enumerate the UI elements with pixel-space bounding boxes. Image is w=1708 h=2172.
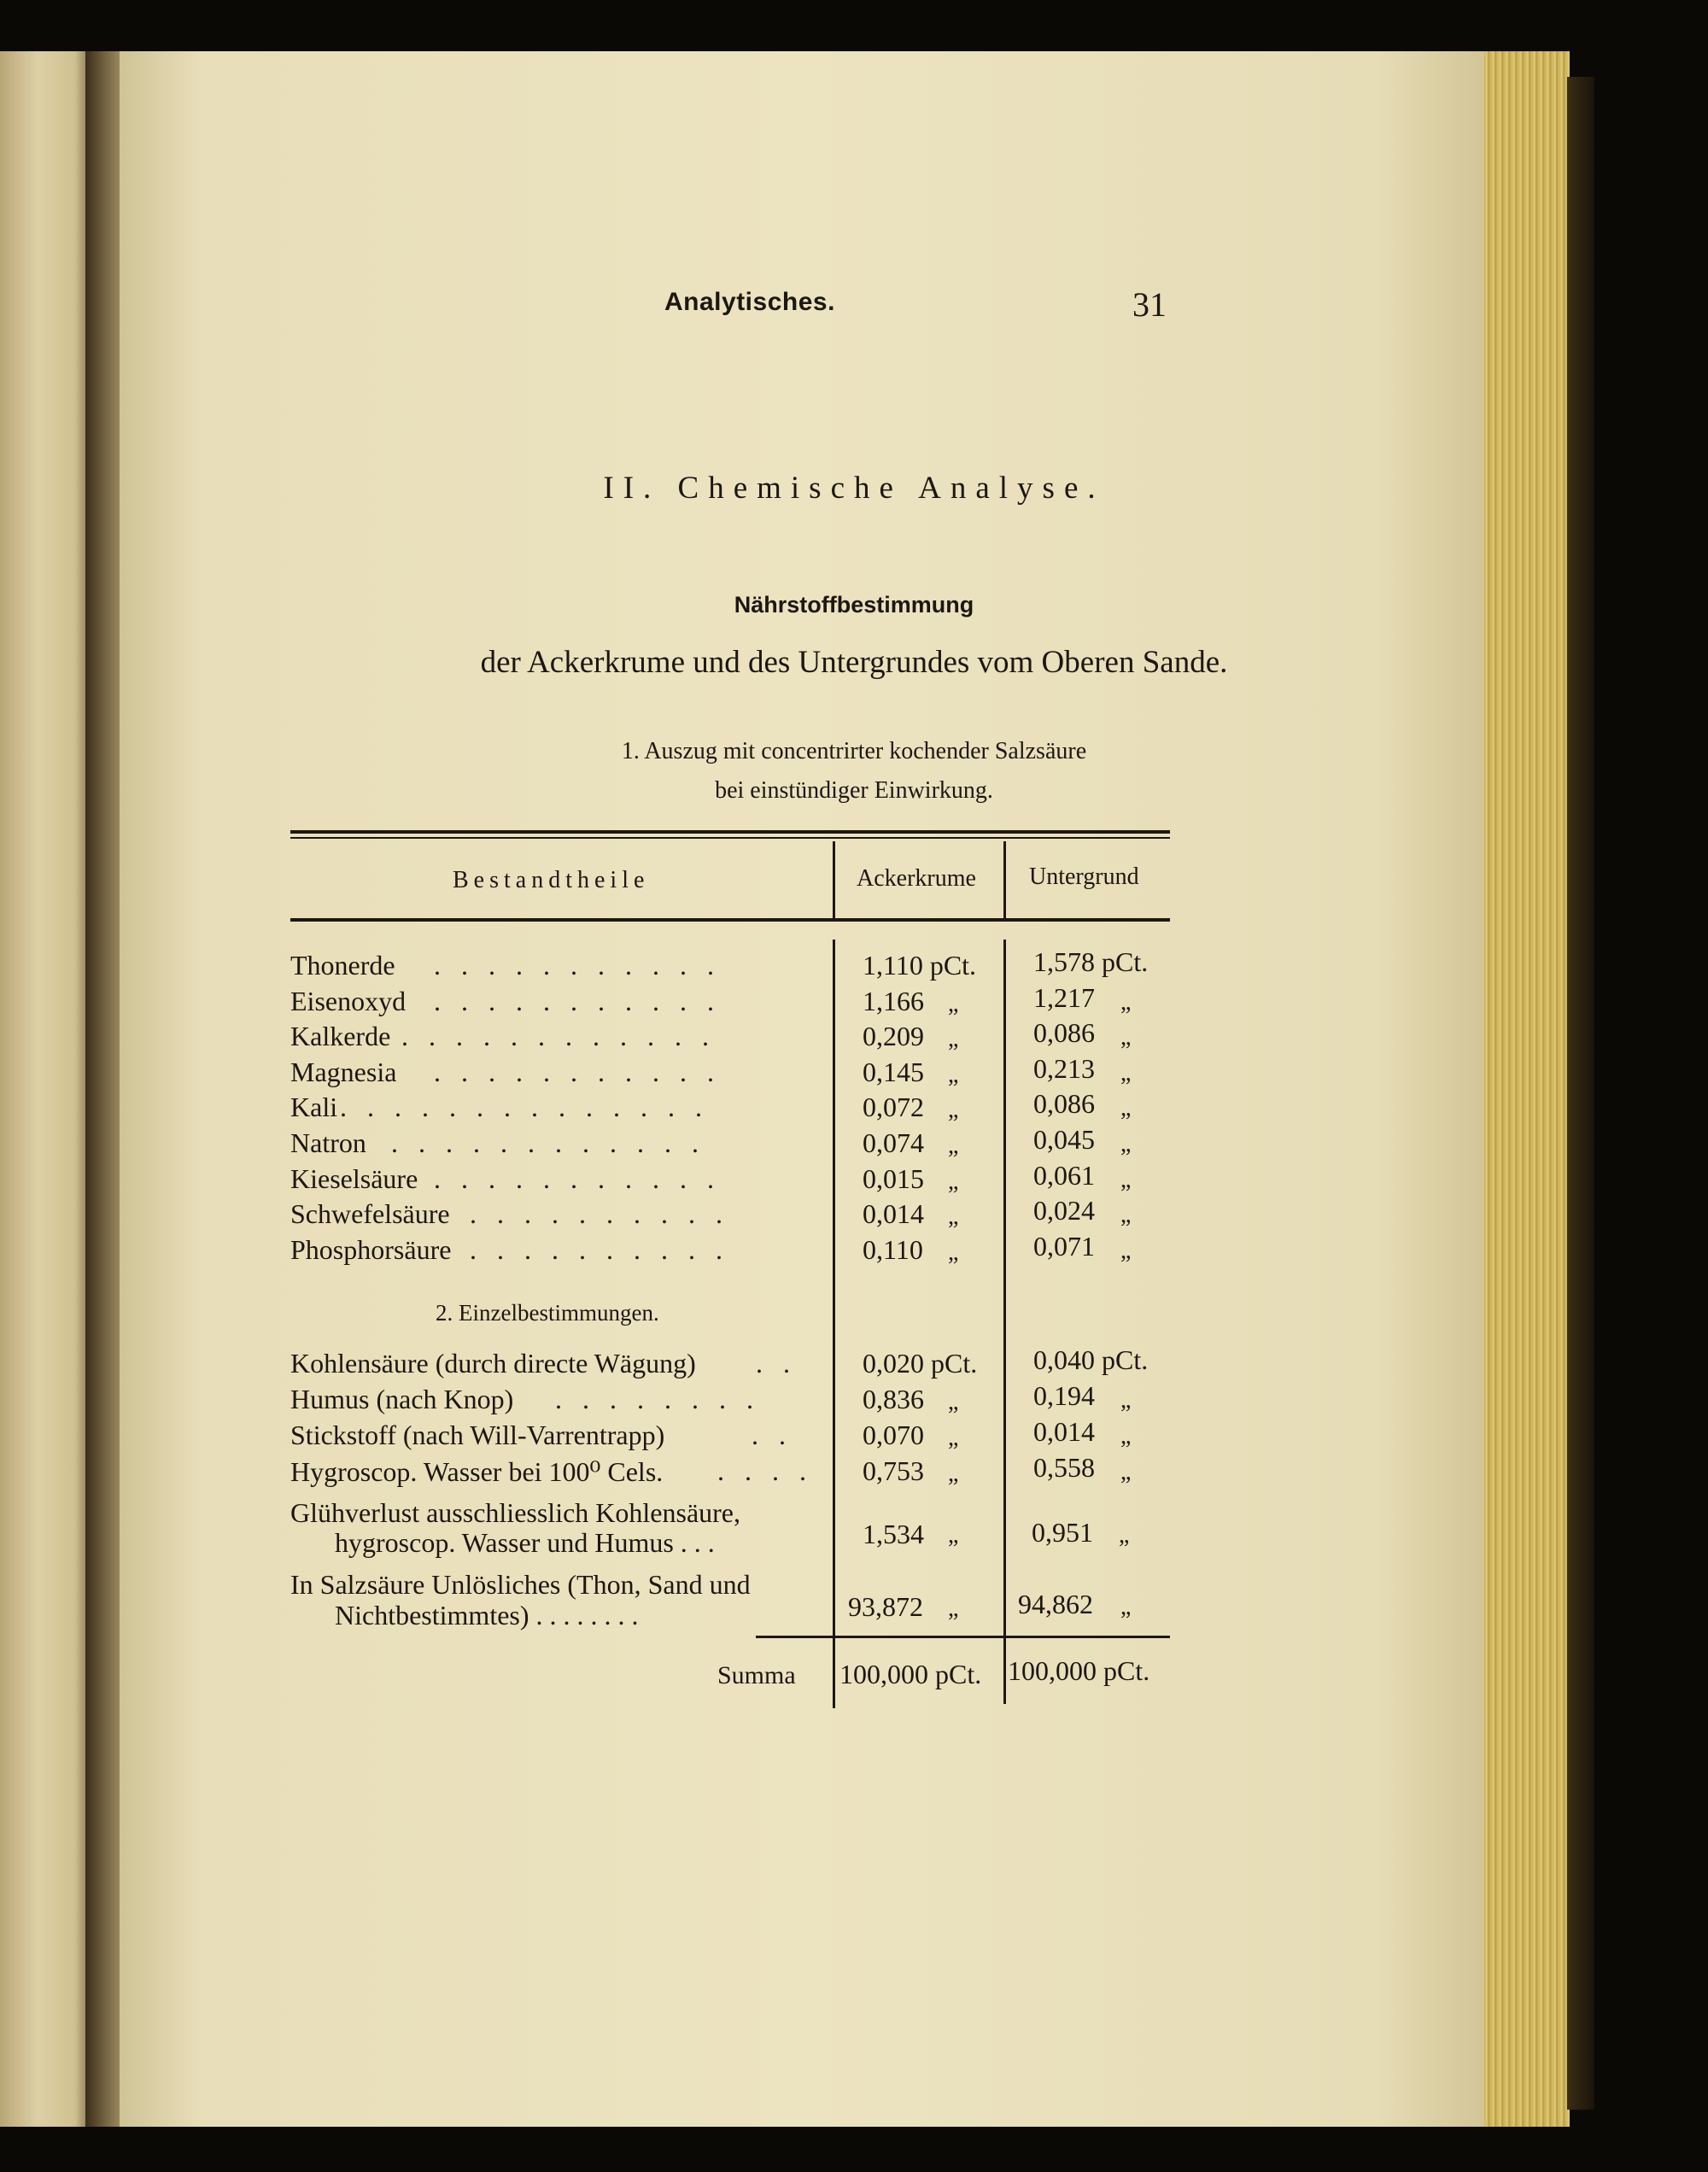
- column-divider-1: [833, 841, 835, 918]
- row-label-gluehverlust-2: hygroscop. Wasser und Humus . . .: [335, 1527, 715, 1558]
- column-header-bestandtheile: Bestandtheile: [453, 867, 650, 893]
- cell-ackerkrume: 0,020 pCt.: [863, 1348, 978, 1379]
- cell-ackerkrume: 0,145: [863, 1056, 924, 1087]
- column-header-ackerkrume: Ackerkrume: [857, 865, 976, 892]
- ditto-mark: „: [1120, 1459, 1132, 1485]
- cell-untergrund: 94,862: [1018, 1589, 1093, 1619]
- table-row: [290, 1384, 837, 1418]
- table-summa-rule: [756, 1636, 1170, 1638]
- ditto-mark: „: [948, 1133, 959, 1159]
- cell-untergrund: 0,040 pCt.: [1033, 1344, 1149, 1375]
- table-row: [290, 1348, 837, 1382]
- ditto-mark: „: [948, 1595, 959, 1622]
- ditto-mark: „: [1120, 1059, 1132, 1086]
- cell-untergrund: 0,024: [1033, 1195, 1095, 1227]
- cell-ackerkrume: 0,014: [863, 1198, 924, 1230]
- table-row: [290, 1127, 837, 1162]
- ditto-mark: „: [948, 1461, 959, 1487]
- row-label-unloesliches-1: In Salzsäure Unlösliches (Thon, Sand und: [290, 1569, 751, 1600]
- row-label: Phosphorsäure: [290, 1233, 452, 1265]
- ditto-mark: „: [1120, 1387, 1132, 1414]
- cell-untergrund: 0,086: [1033, 1088, 1095, 1120]
- table-header-rule: [290, 918, 1170, 922]
- summa-ackerkrume: 100,000 pCt.: [839, 1659, 982, 1689]
- cell-untergrund: 1,578 pCt.: [1033, 946, 1149, 977]
- table-row: [290, 1198, 837, 1232]
- cell-untergrund: 0,045: [1033, 1124, 1095, 1155]
- cell-untergrund: 0,194: [1033, 1380, 1095, 1411]
- leader-dots: . . . . . . . . . . .: [434, 985, 721, 1016]
- leader-dots: . . . . . . . .: [555, 1384, 760, 1414]
- ditto-mark: „: [1120, 988, 1132, 1016]
- cell-ackerkrume: 0,072: [863, 1092, 924, 1123]
- extract-subtitle: bei einstündiger Einwirkung.: [715, 777, 993, 804]
- subtitle-bold: Nährstoffbestimmung: [734, 592, 974, 618]
- ditto-mark: „: [1120, 1131, 1132, 1157]
- ditto-mark: „: [1120, 1024, 1132, 1051]
- cell-untergrund: 0,086: [1033, 1017, 1095, 1049]
- ditto-mark: „: [1120, 1166, 1132, 1193]
- running-head: Analytisches.: [664, 288, 835, 316]
- table-row: [290, 1057, 837, 1091]
- ditto-mark: „: [948, 990, 959, 1017]
- row-label: Hygroscop. Wasser bei 100⁰ Cels.: [290, 1456, 664, 1487]
- ditto-mark: „: [948, 1522, 959, 1549]
- row-label: Schwefelsäure: [290, 1198, 450, 1230]
- table-row: [290, 1021, 837, 1055]
- cell-untergrund: 0,213: [1033, 1052, 1095, 1084]
- ditto-mark: „: [948, 1389, 959, 1415]
- row-label: Humus (nach Knop): [290, 1384, 514, 1414]
- leader-dots: . . . . . . . . . .: [470, 1198, 729, 1230]
- subtitle: der Ackerkrume und des Untergrundes vom Oberen Sande.: [480, 645, 1228, 680]
- cell-ackerkrume: 0,753: [863, 1455, 924, 1486]
- row-label: Natron: [290, 1127, 366, 1158]
- leader-dots: . . . . . . . . . . . . . .: [340, 1092, 709, 1123]
- ditto-mark: „: [1120, 1594, 1132, 1620]
- table-row: [290, 1092, 837, 1126]
- cell-ackerkrume: 93,872: [848, 1591, 923, 1622]
- table-top-rule-thin: [290, 837, 1170, 839]
- ditto-mark: „: [1119, 1522, 1130, 1549]
- table-row: [290, 950, 837, 984]
- cell-ackerkrume: 0,209: [863, 1021, 924, 1052]
- ditto-mark: „: [948, 1061, 959, 1088]
- cell-ackerkrume: 0,110: [863, 1233, 923, 1265]
- group-heading: 2. Einzelbestimmungen.: [436, 1300, 659, 1326]
- section-title: II. Chemische Analyse.: [603, 471, 1105, 506]
- leader-dots: . . . .: [717, 1455, 813, 1486]
- leader-dots: . . . . . . . . . . .: [434, 950, 721, 981]
- ditto-mark: „: [1120, 1237, 1132, 1264]
- cell-ackerkrume: 0,836: [863, 1384, 924, 1414]
- cell-untergrund: 0,951: [1032, 1517, 1093, 1548]
- table-top-rule-thick: [290, 830, 1170, 834]
- leader-dots: . . . . . . . . . . .: [434, 1162, 721, 1194]
- cell-ackerkrume: 1,534: [863, 1519, 924, 1549]
- row-label: Kieselsäure: [290, 1162, 418, 1194]
- row-label-gluehverlust-1: Glühverlust ausschliesslich Kohlensäure,: [290, 1497, 740, 1528]
- table-row: [290, 986, 837, 1020]
- row-label: Kalkerde: [290, 1021, 391, 1052]
- ditto-mark: „: [948, 1026, 959, 1053]
- extract-title: 1. Auszug mit concentrirter kochender Salzsäure: [621, 738, 1087, 764]
- column-header-untergrund: Untergrund: [1029, 864, 1139, 890]
- column-divider-2: [1003, 841, 1006, 918]
- ditto-mark: „: [1120, 1423, 1132, 1449]
- row-label: Stickstoff (nach Will-Varrentrapp): [290, 1420, 665, 1450]
- cell-ackerkrume: 0,015: [863, 1162, 924, 1194]
- ditto-mark: „: [948, 1203, 959, 1231]
- row-label: Kali: [290, 1092, 338, 1123]
- cell-untergrund: 0,071: [1033, 1230, 1095, 1262]
- row-label: Thonerde: [290, 950, 395, 981]
- leader-dots: . . . . . . . . . . .: [434, 1056, 721, 1087]
- ditto-mark: „: [1120, 1095, 1132, 1122]
- ditto-mark: „: [1120, 1202, 1132, 1229]
- cell-untergrund: 0,061: [1033, 1159, 1095, 1191]
- cell-untergrund: 1,217: [1033, 981, 1095, 1013]
- cell-untergrund: 0,014: [1033, 1416, 1095, 1447]
- table-row: [290, 1420, 837, 1454]
- facing-page: [0, 51, 94, 2127]
- table-row: [290, 1234, 837, 1268]
- ditto-mark: „: [948, 1097, 959, 1124]
- cell-ackerkrume: 0,070: [863, 1420, 924, 1450]
- cell-ackerkrume: 1,166: [863, 985, 924, 1016]
- page-number: 31: [1132, 285, 1167, 324]
- leader-dots: . . . . . . . . . .: [470, 1233, 729, 1265]
- column-divider-2-body: [1003, 940, 1006, 1704]
- cell-ackerkrume: 1,110 pCt.: [863, 950, 977, 981]
- summa-label: Summa: [717, 1661, 796, 1689]
- table-row: [290, 1163, 837, 1197]
- row-label: Kohlensäure (durch directe Wägung): [290, 1348, 696, 1379]
- row-label-unloesliches-2: Nichtbestimmtes) . . . . . . . .: [335, 1600, 639, 1630]
- leader-dots: . .: [756, 1348, 797, 1379]
- ditto-mark: „: [948, 1425, 959, 1451]
- summa-untergrund: 100,000 pCt.: [1008, 1655, 1150, 1686]
- row-label: Eisenoxyd: [290, 985, 407, 1016]
- ditto-mark: „: [948, 1238, 959, 1266]
- page-edges: [1484, 51, 1570, 2127]
- book-spine-shadow: [1567, 77, 1594, 2110]
- leader-dots: . . . . . . . . . . . .: [391, 1127, 705, 1158]
- cell-ackerkrume: 0,074: [863, 1127, 924, 1158]
- leader-dots: . .: [752, 1420, 793, 1450]
- table-row: [290, 1455, 837, 1490]
- row-label: Magnesia: [290, 1056, 397, 1087]
- leader-dots: . . . . . . . . . . . .: [401, 1021, 716, 1052]
- cell-untergrund: 0,558: [1033, 1452, 1095, 1483]
- ditto-mark: „: [948, 1168, 959, 1195]
